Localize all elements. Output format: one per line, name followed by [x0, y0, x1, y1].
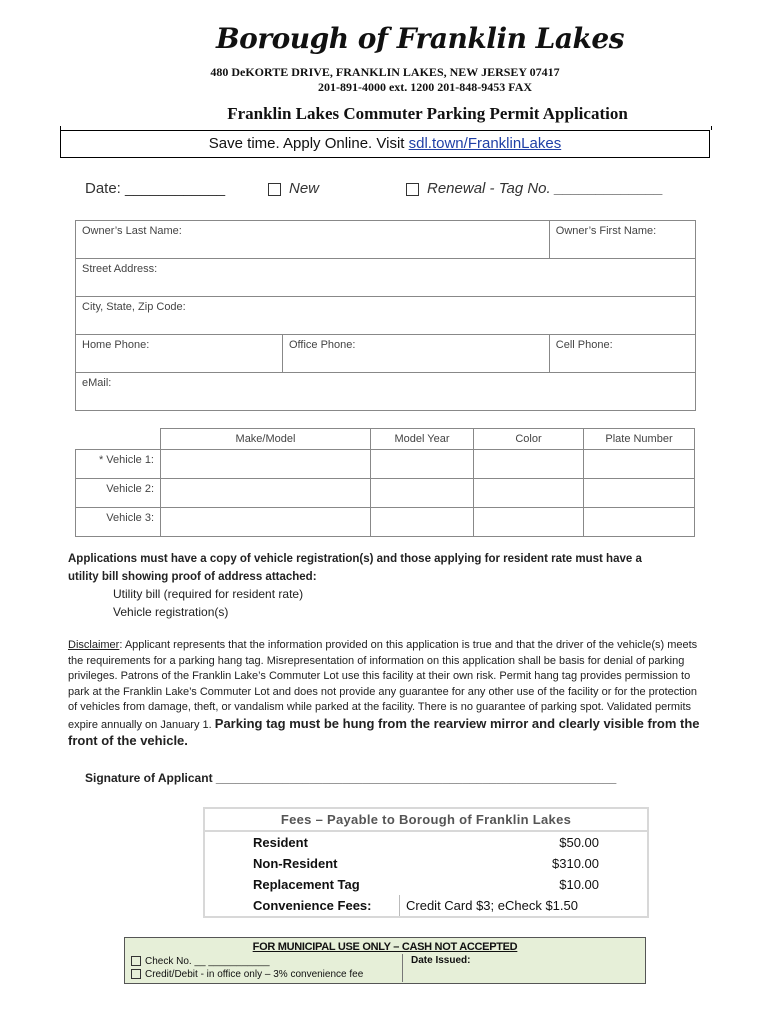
renewal-checkbox[interactable]: [406, 183, 419, 196]
fee-value-resident: $50.00: [559, 835, 599, 850]
office-phone-field[interactable]: Office Phone:: [283, 335, 550, 373]
municipal-credit-line[interactable]: [131, 968, 401, 981]
fee-value-nonresident: $310.00: [552, 856, 599, 871]
col-color: Color: [474, 429, 584, 450]
date-field[interactable]: Date: ____________: [85, 180, 226, 197]
vehicle-1-make[interactable]: [161, 450, 371, 479]
form-title: Franklin Lakes Commuter Parking Permit Application: [227, 104, 628, 123]
vehicle-3-label: Vehicle 3:: [76, 508, 161, 537]
requirement-registration: Vehicle registration(s): [113, 605, 229, 619]
col-plate-number: Plate Number: [584, 429, 695, 450]
fee-label-convenience: Convenience Fees:: [253, 898, 372, 913]
vehicle-1-year[interactable]: [371, 450, 474, 479]
owner-info-table: [75, 220, 696, 411]
vehicle-table: [75, 428, 695, 537]
vehicle-2-plate[interactable]: [584, 479, 695, 508]
vehicle-3-make[interactable]: [161, 508, 371, 537]
online-banner: [60, 130, 710, 158]
first-name-field[interactable]: Owner’s First Name:: [549, 221, 695, 259]
apply-online-link[interactable]: sdl.town/FranklinLakes: [408, 135, 562, 152]
new-option[interactable]: [268, 180, 319, 197]
vehicle-3-plate[interactable]: [584, 508, 695, 537]
requirements-line-2: utility bill showing proof of address attached:: [68, 571, 317, 583]
fee-value-replacement: $10.00: [559, 877, 599, 892]
vehicle-3-color[interactable]: [474, 508, 584, 537]
vehicle-2-label: Vehicle 2:: [76, 479, 161, 508]
address-line: 480 DeKORTE DRIVE, FRANKLIN LAKES, NEW JERSEY 07417: [210, 65, 560, 79]
credit-checkbox[interactable]: [131, 969, 141, 979]
requirements-line-1: Applications must have a copy of vehicle registration(s) and those applying for resident rate must have a: [68, 553, 642, 565]
municipal-check-line[interactable]: [131, 955, 401, 968]
fees-table: [203, 807, 649, 918]
disclaimer-emphasis: Parking tag must be hung from the rearview mirror and clearly visible from the front of the vehicle.: [68, 715, 700, 748]
col-model-year: Model Year: [371, 429, 474, 450]
fee-label-replacement: Replacement Tag: [253, 877, 360, 892]
vehicle-1-label: * Vehicle 1:: [76, 450, 161, 479]
fee-label-resident: Resident: [253, 835, 308, 850]
banner-text: Save time. Apply Online. Visit: [208, 135, 409, 152]
fee-label-nonresident: Non-Resident: [253, 856, 338, 871]
vehicle-3-year[interactable]: [371, 508, 474, 537]
signature-label: Signature of Applicant: [85, 771, 213, 785]
vehicle-header-blank: [76, 429, 161, 450]
vehicle-2-color[interactable]: [474, 479, 584, 508]
street-field[interactable]: Street Address:: [76, 259, 696, 297]
municipal-title: FOR MUNICIPAL USE ONLY – CASH NOT ACCEPTED: [252, 941, 518, 953]
credit-debit-label: Credit/Debit - in office only – 3% convenience fee: [145, 969, 364, 980]
city-field[interactable]: City, State, Zip Code:: [76, 297, 696, 335]
vehicle-2-make[interactable]: [161, 479, 371, 508]
disclaimer-label: Disclaimer: [68, 639, 120, 651]
phone-line: 201-891-4000 ext. 1200 201-848-9453 FAX: [317, 80, 533, 94]
date-issued-label[interactable]: Date Issued:: [411, 955, 471, 966]
requirement-utility-bill: Utility bill (required for resident rate): [113, 587, 304, 601]
home-phone-field[interactable]: Home Phone:: [76, 335, 283, 373]
org-logo-name: Borough of Franklin Lakes: [215, 22, 624, 55]
new-checkbox[interactable]: [268, 183, 281, 196]
last-name-field[interactable]: Owner’s Last Name:: [76, 221, 550, 259]
fee-value-convenience: Credit Card $3; eCheck $1.50: [400, 895, 649, 917]
renewal-label: Renewal - Tag No. _____________: [427, 180, 664, 197]
vehicle-1-color[interactable]: [474, 450, 584, 479]
disclaimer-paragraph: [68, 638, 704, 751]
cell-phone-field[interactable]: Cell Phone:: [549, 335, 695, 373]
vehicle-2-year[interactable]: [371, 479, 474, 508]
new-label: New: [289, 180, 320, 197]
fees-title: Fees – Payable to Borough of Franklin Lakes: [204, 808, 648, 831]
disclaimer-body: : Applicant represents that the information provided on this application is true and that the driver of the vehicle(s) meets the requirements for a parking hang tag. Misrepresentation of information on this application shall be basis for denial of parking privileges. Patrons of the Franklin Lake’s Commuter Lot use this facility at their own risk. Permit hang tag provides permission to park at the Franklin Lake’s Commuter Lot and does not provide any guarantee for any other use of the facility or for the protection of vehicles from damage, theft, or vandalism while parked at the facility. There is no guarantee of parking spot. Validated permits expire annually on January 1.: [68, 639, 698, 731]
col-make-model: Make/Model: [161, 429, 371, 450]
renewal-option[interactable]: [406, 180, 663, 197]
municipal-use-box: [124, 937, 646, 984]
vehicle-1-plate[interactable]: [584, 450, 695, 479]
signature-blank: ____________________________________________________________: [215, 771, 617, 785]
email-field[interactable]: eMail:: [76, 373, 696, 411]
check-number-label: Check No. __ ___________: [145, 956, 270, 967]
signature-line[interactable]: [85, 771, 616, 787]
check-checkbox[interactable]: [131, 956, 141, 966]
